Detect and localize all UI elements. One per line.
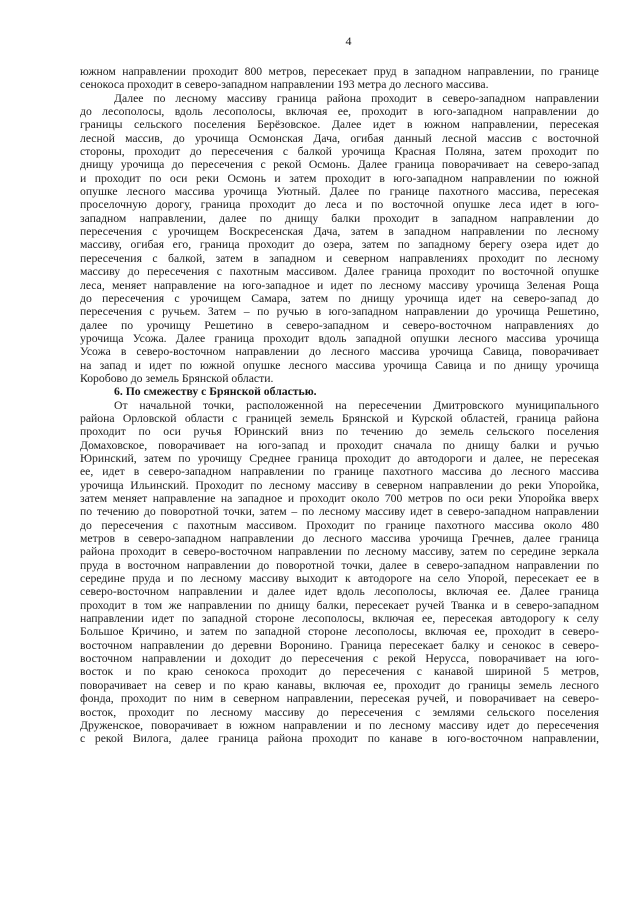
- text-line: пруда в восточном направлении до поворотной точки, далее в северо-западном направлении по: [80, 558, 599, 572]
- text-line: Домаховское, поворачивает на юго-запад и проходит сначала по днищу балки и ручью: [80, 438, 599, 452]
- text-line: северо-восточном направлении и далее идет вдоль лесополосы, включая ее. Далее граница: [80, 585, 599, 599]
- text-line: днищу урочища до пересечения с рекой Осмонь. Далее граница поворачивает на северо-запад: [80, 158, 599, 172]
- text-line: проходит в том же направлении по днищу балки, пересекает ручей Тванка и в северо-западном: [80, 598, 599, 612]
- text-line: и проходит по оси реки Осмонь и затем проходит в юго-западном направлении по южной: [80, 171, 599, 185]
- text-line: затем меняет направление на западное и проходит около 700 метров по оси реки Упоройка вверх: [80, 492, 599, 505]
- paragraph: [80, 65, 599, 92]
- text-line: до пересечения с урочищем Самара, затем по днищу урочища идет на северо-запад до: [80, 291, 599, 305]
- text-line: середине пруда и по лесному массиву выходит к автодороге на село Упорой, пересекает ее в: [80, 572, 599, 586]
- text-line: метров в северо-западном направлении до лесного массива урочища Гречнев, далее граница: [80, 532, 599, 546]
- text-line: восточном направлении до деревни Воронино. Граница пересекает балку и сенокос в северо-: [80, 638, 599, 652]
- text-line: Друженское, поворачивает в южном направлении и по лесному массиву идет до пересечения: [80, 718, 599, 732]
- text-line: до лесополосы, вдоль лесополосы, включая ее, проходит в юго-западном направлении до: [80, 105, 599, 119]
- text-line: От начальной точки, расположенной на пересечении Дмитровского муниципального: [114, 398, 599, 412]
- text-line: пересечения с ручьем. Затем – по ручью в юго-западном направлении до урочища Решетино,: [80, 305, 599, 319]
- paragraph: [80, 399, 599, 746]
- text-line: ее, идет в северо-западном направлении по границе пахотного массива до лесного массива: [80, 465, 599, 479]
- document-body: [80, 65, 599, 746]
- text-line: поворачивает на север и по краю канавы, включая ее, проходит до границы земель лесного: [80, 678, 599, 692]
- text-line: массиву до пересечения с пахотным массивом. Далее граница проходит по восточной опушке: [80, 265, 599, 279]
- text-line: по течению до поворотной точки, затем – по лесному массиву идет в северо-западном направлении: [80, 505, 599, 519]
- text-line: на запад и идет по южной опушке лесного массива урочища Савица и по днищу урочища: [80, 358, 599, 372]
- page-number: 4: [345, 34, 352, 48]
- text-line: пересечения с урочищем Воскресенская Дача, затем в западном направлении по лесному: [80, 225, 599, 239]
- text-line: Большое Кричино, и затем по западной стороне лесополосы, включая ее, проходит в северо-: [80, 625, 599, 639]
- text-line: стороны, проходит до пересечения с балкой урочища Красная Поляна, затем проходит по: [80, 145, 599, 159]
- text-line: урочища Усожа. Далее граница проходит вдоль западной опушки лесного массива урочища: [80, 331, 599, 345]
- text-line: с рекой Вилога, далее граница района проходит по канаве в юго-восточном направлении,: [80, 732, 599, 746]
- text-line: Юринский, затем по урочищу Среднее граница проходит до автодороги и далее, не пересекая: [80, 451, 599, 465]
- text-line: пересечения с балкой, затем в западном и северном направлениях проходит по лесному: [80, 251, 599, 265]
- text-line: проселочную дорогу, граница проходит до леса и по восточной опушке леса идет в юго-: [80, 198, 599, 212]
- text-line: направлении идет по западной стороне лесополосы, включая ее, пересекая автодорогу к селу: [80, 612, 599, 626]
- text-line: района Орловской области с границей земель Брянской и Курской областей, граница района: [80, 411, 599, 425]
- text-line: Далее по лесному массиву граница района проходит в северо-западном направлении: [114, 91, 599, 105]
- text-line: опушке лесного массива урочища Уютный. Далее по границе пахотного массива, пересекая: [80, 185, 599, 199]
- text-line: проходит по оси ручья Юринский вниз по течению до земель сельского поселения: [80, 425, 599, 439]
- text-line: массиву, огибая его, граница проходит до озера, затем по западному берегу озера идет до: [80, 238, 599, 252]
- text-line: восток и по краю сенокоса проходит до пересечения с канавой шириной 5 метров,: [80, 665, 599, 679]
- text-line: восток, проходит по лесному массиву до пересечения с землями сельского поселения: [80, 705, 599, 719]
- text-line: западном направлении, далее по днищу балки проходит в западном направлении до: [80, 211, 599, 225]
- paragraph: [80, 92, 599, 386]
- text-line: до пересечения с пахотным массивом. Проходит по границе пахотного массива около 480: [80, 518, 599, 532]
- text-line: урочища Ильинский. Проходит по лесному массиву в северном направлении до реки Упоройка,: [80, 478, 599, 492]
- text-line: сенокоса проходит в северо-западном направлении 193 метра до лесного массива.: [80, 78, 489, 92]
- text-line: леса, меняет направление на юго-западное и идет по лесному массиву урочища Зеленая Роща: [80, 278, 599, 292]
- text-line: фонда, проходит по ним в северном направлении, пересекая ручей, и поворачивает на северо-: [80, 692, 599, 706]
- text-line: далее по урочищу Решетино в северо-западном и северо-восточном направлениях до: [80, 318, 599, 332]
- text-line: южном направлении проходит 800 метров, пересекает пруд в западном направлении, по границе: [80, 65, 599, 78]
- section-heading: 6. По смежеству с Брянской областью.: [114, 385, 317, 399]
- text-line: Коробово до земель Брянской области.: [80, 371, 274, 385]
- text-line: границы сельского поселения Берёзовское. Далее идет в южном направлении, пересекая: [80, 118, 599, 132]
- text-line: Усожа в северо-восточном направлении до лесного массива урочища Савица, поворачивает: [80, 345, 599, 359]
- text-line: лесной массив, до урочища Осмонская Дача, огибая данный лесной массив с восточной: [80, 131, 599, 145]
- text-line: восточном направлении и доходит до пересечения с рекой Нерусса, поворачивает на юго-: [80, 652, 599, 666]
- text-line: района проходит в северо-восточном направлении по лесному массиву, затем по середине зеркала: [80, 545, 599, 559]
